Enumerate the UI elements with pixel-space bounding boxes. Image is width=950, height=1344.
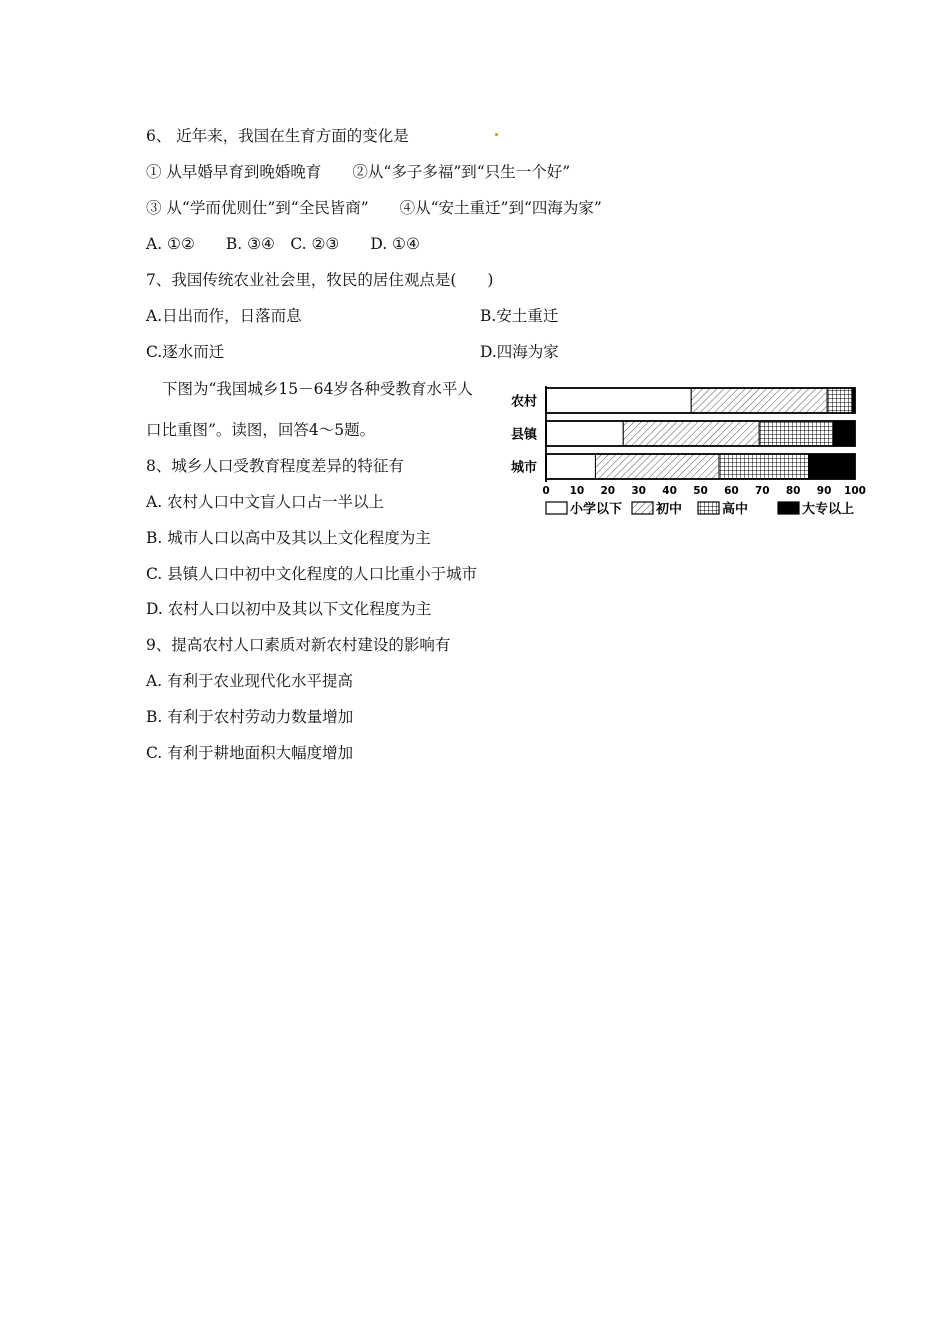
x-tick-label: 90 xyxy=(816,485,832,497)
legend-swatch xyxy=(778,502,799,514)
education-chart xyxy=(508,378,868,518)
bar-segment xyxy=(827,388,852,413)
x-tick-label: 80 xyxy=(785,485,801,497)
bar-segment xyxy=(546,388,691,413)
q8-option-a: A. 农村人口中文盲人口占一半以上 xyxy=(146,493,385,511)
bar-segment xyxy=(809,454,855,479)
category-label: 农村 xyxy=(511,394,538,410)
category-label: 县镇 xyxy=(511,427,538,443)
q9-option-a: A. 有利于农业现代化水平提高 xyxy=(146,672,354,690)
q6-choices: A. ①② B. ③④ C. ②③ D. ①④ xyxy=(146,235,420,253)
q7-option-a: A.日出而作，日落而息 xyxy=(146,307,302,325)
q8-option-b: B. 城市人口以高中及其以上文化程度为主 xyxy=(146,529,431,547)
x-tick-label: 10 xyxy=(569,485,585,497)
q9-option-b: B. 有利于农村劳动力数量增加 xyxy=(146,708,354,726)
q8-stem: 8、城乡人口受教育程度差异的特征有 xyxy=(146,457,404,475)
bar-segment xyxy=(833,421,855,446)
stray-dot xyxy=(495,133,498,136)
bar-segment xyxy=(719,454,809,479)
q7-stem: 7、我国传统农业社会里，牧民的居住观点是( ) xyxy=(146,271,494,289)
q7-option-c: C.逐水而迁 xyxy=(146,343,225,361)
intro-line2: 口比重图”。读图，回答4～5题。 xyxy=(146,421,376,439)
intro-line1: 下图为“我国城乡15－64岁各种受教育水平人 xyxy=(162,380,473,398)
legend-swatch xyxy=(546,502,567,514)
q6-stem: 6、 近年来，我国在生育方面的变化是 xyxy=(146,127,409,145)
x-tick-label: 20 xyxy=(600,485,616,497)
q9-stem: 9、提高农村人口素质对新农村建设的影响有 xyxy=(146,636,451,654)
q8-option-d: D. 农村人口以初中及其以下文化程度为主 xyxy=(146,600,432,618)
q6-options-row1: ① 从早婚早育到晚婚晚育 ②从“多子多福”到“只生一个好” xyxy=(146,163,571,181)
bar-segment xyxy=(595,454,719,479)
legend-swatch xyxy=(632,502,653,514)
bar-segment xyxy=(759,421,833,446)
x-tick-label: 70 xyxy=(754,485,770,497)
x-tick-label: 30 xyxy=(631,485,647,497)
x-tick-label: 0 xyxy=(542,485,550,497)
x-tick-label: 40 xyxy=(662,485,677,497)
legend-label: 初中 xyxy=(656,502,683,517)
q9-option-c: C. 有利于耕地面积大幅度增加 xyxy=(146,744,354,762)
category-label: 城市 xyxy=(511,460,538,476)
x-tick-label: 60 xyxy=(724,485,739,497)
q6-options-row2: ③ 从“学而优则仕”到“全民皆商” ④从“安土重迁”到“四海为家” xyxy=(146,199,602,217)
x-tick-label: 50 xyxy=(693,485,708,497)
x-tick-label: 100 xyxy=(844,485,866,497)
bar-segment xyxy=(691,388,827,413)
q8-option-c: C. 县镇人口中初中文化程度的人口比重小于城市 xyxy=(146,565,478,583)
q7-option-d: D.四海为家 xyxy=(480,343,559,361)
legend-label: 高中 xyxy=(722,502,749,517)
bar-segment xyxy=(623,421,759,446)
bar-segment xyxy=(546,454,595,479)
q7-option-b: B.安土重迁 xyxy=(480,307,559,325)
legend-label: 大专以上 xyxy=(802,502,855,517)
legend-label: 小学以下 xyxy=(570,502,623,517)
legend-swatch xyxy=(698,502,719,514)
bar-segment xyxy=(546,421,623,446)
